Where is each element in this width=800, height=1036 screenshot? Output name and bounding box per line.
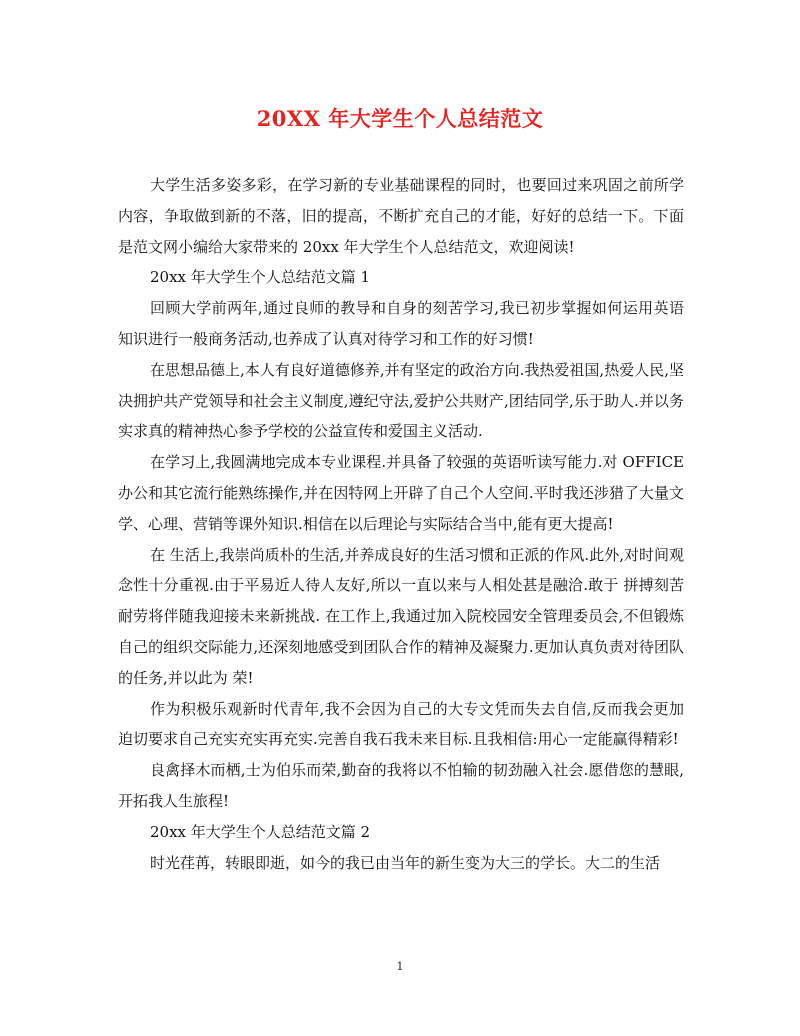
body-paragraph: 作为积极乐观新时代青年,我不会因为自己的大专文凭而失去自信,反而我会更加迫切要求自己充实充实再充实.完善自我石我未来目标.且我相信:用心一定能赢得精彩!	[118, 699, 684, 749]
body-paragraph: 良禽择木而栖,士为伯乐而荣,勤奋的我将以不怕输的韧劲融入社会.愿借您的慧眼,开拓我人生旅程!	[118, 761, 684, 810]
document-title: 20XX 年大学生个人总结范文	[256, 106, 544, 131]
body-paragraph: 在学习上,我圆满地完成本专业课程.并具备了较强的英语听读写能力.对 OFFICE 办公和其它流行能熟练操作,并在因特网上开辟了自己个人空间.平时我还涉猎了大量文学、心理、营销等课外知识.相信在以后理论与实际结合当中,能有更大提高!	[118, 453, 684, 533]
intro-paragraph: 大学生活多姿多彩，在学习新的专业基础课程的同时，也要回过来巩固之前所学内容，争取做到新的不落，旧的提高，不断扩充自己的才能，好好的总结一下。下面是范文网小编给大家带来的 20xx 年大学生个人总结范文，欢迎阅读!	[118, 176, 684, 256]
section-heading: 20xx 年大学生个人总结范文篇 2	[150, 822, 371, 841]
body-paragraph: 在 生活上,我崇尚质朴的生活,并养成良好的生活习惯和正派的作风.此外,对时间观念性十分重视.由于平易近人待人友好,所以一直以来与人相处甚是融洽.敢于 拼搏刻苦耐劳将伴随我迎接未来新挑战. 在工作上,我通过加入院校园安全管理委员会,不但锻炼自己的组织交际能力,还深刻地感受到团队合作的精神及凝聚力.更加认真负责对待团队的任务,并以此为 荣!	[118, 545, 684, 687]
section-heading: 20xx 年大学生个人总结范文篇 1	[150, 268, 371, 287]
body-paragraph: 回顾大学前两年,通过良师的教导和自身的刻苦学习,我已初步掌握如何运用英语知识进行一般商务活动,也养成了认真对待学习和工作的好习惯!	[118, 299, 684, 348]
body-paragraph: 在思想品德上,本人有良好道德修养,并有坚定的政治方向.我热爱祖国,热爱人民,坚决拥护共产党领导和社会主义制度,遵纪守法,爱护公共财产,团结同学,乐于助人.并以务实求真的精神热心参予学校的公益宣传和爱国主义活动.	[118, 360, 684, 441]
body-paragraph: 时光荏苒，转眼即逝，如今的我已由当年的新生变为大三的学长。大二的生活	[150, 853, 661, 872]
page-number: 1	[396, 960, 404, 973]
document-body	[118, 170, 684, 878]
